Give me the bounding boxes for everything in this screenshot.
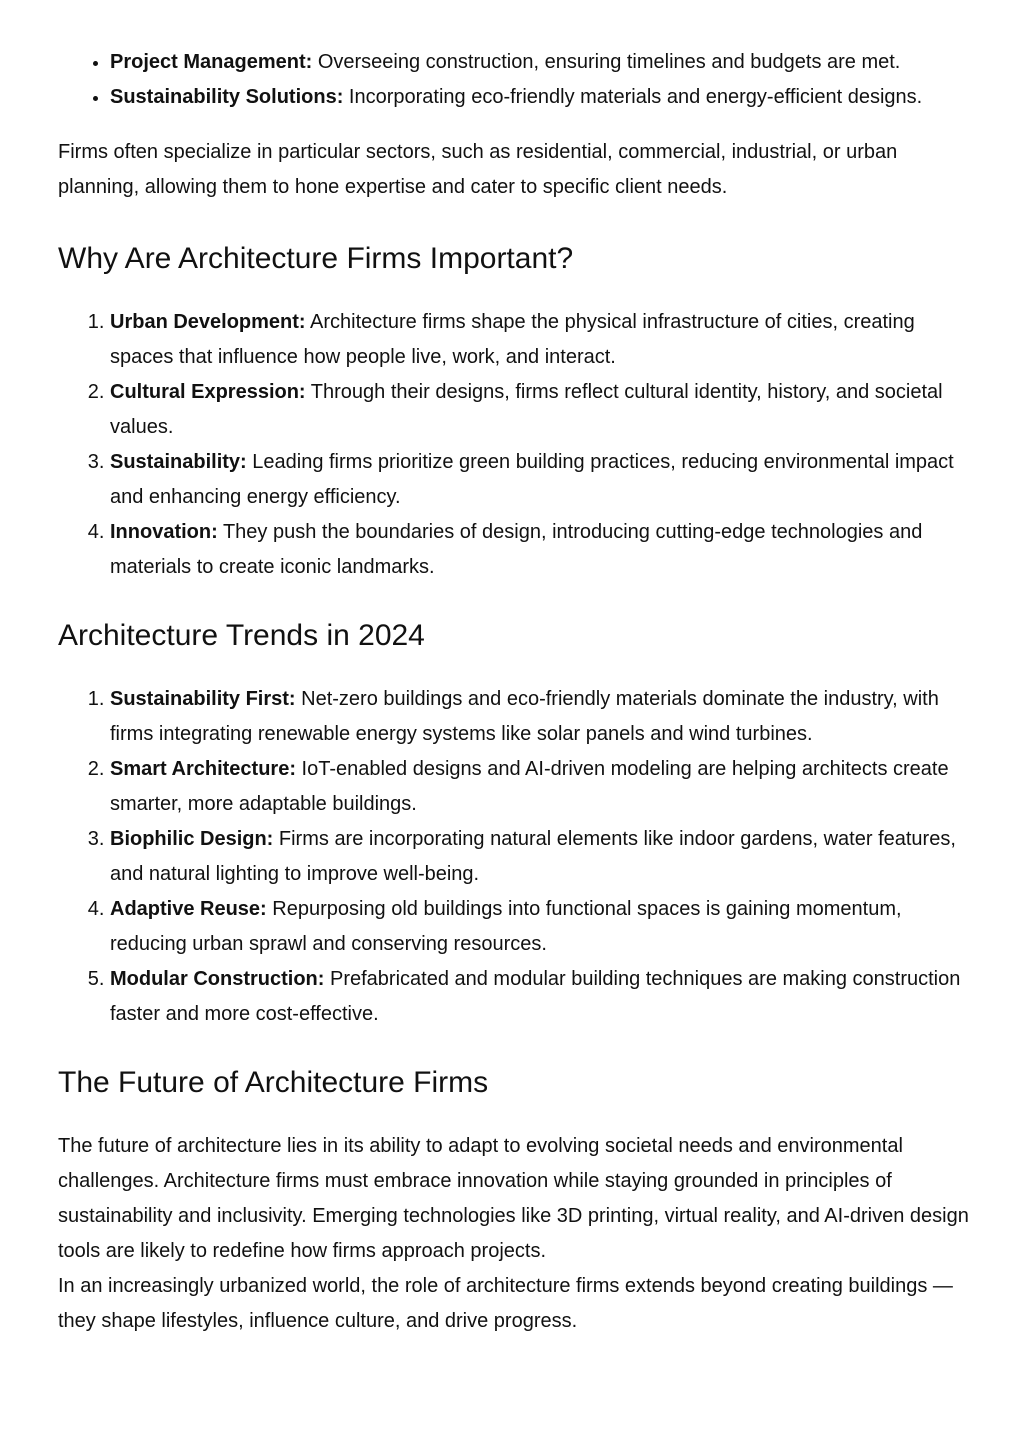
section-heading-trends: Architecture Trends in 2024 xyxy=(58,619,425,652)
list-item xyxy=(110,822,978,892)
list-item xyxy=(110,445,978,515)
why-list xyxy=(58,305,978,585)
list-item-term: Adaptive Reuse: xyxy=(110,898,267,920)
list-item-term: Innovation: xyxy=(110,521,218,543)
list-item-term: Biophilic Design: xyxy=(110,828,274,850)
list-item xyxy=(110,682,978,752)
list-item-term: Modular Construction: xyxy=(110,968,325,990)
list-item xyxy=(110,752,978,822)
article-body xyxy=(58,45,978,1339)
list-item-text: Prefabricated and modular building techniques are making construction faster and more cost-effective. xyxy=(110,968,961,1025)
section-heading-why: Why Are Architecture Firms Important? xyxy=(58,242,574,275)
intro-bullet-list xyxy=(58,45,978,115)
list-item-term: Urban Development: xyxy=(110,311,306,333)
list-item-term: Project Management: xyxy=(110,51,313,73)
list-item-text: Repurposing old buildings into functional spaces is gaining momentum, reducing urban sprawl and conserving resources. xyxy=(110,898,902,955)
list-item xyxy=(110,305,978,375)
list-item-term: Sustainability: xyxy=(110,451,247,473)
list-item-text: Through their designs, firms reflect cultural identity, history, and societal values. xyxy=(110,381,943,438)
list-item-text: Firms are incorporating natural elements like indoor gardens, water features, and natural lighting to improve well-being. xyxy=(110,828,956,885)
list-item-text: Net-zero buildings and eco-friendly materials dominate the industry, with firms integrating renewable energy systems like solar panels and wind turbines. xyxy=(110,688,939,745)
list-item-text: They push the boundaries of design, introducing cutting-edge technologies and materials to create iconic landmarks. xyxy=(110,521,923,578)
list-item xyxy=(110,892,978,962)
list-item xyxy=(110,515,978,585)
list-item-term: Cultural Expression: xyxy=(110,381,306,403)
intro-paragraph: Firms often specialize in particular sectors, such as residential, commercial, industrial, or urban planning, allowing them to hone expertise and cater to specific client needs. xyxy=(58,141,898,198)
trends-list xyxy=(58,682,978,1032)
list-item-text: Incorporating eco-friendly materials and energy-efficient designs. xyxy=(343,86,923,108)
future-paragraph-1: The future of architecture lies in its ability to adapt to evolving societal needs and environmental challenges. Architecture firms must embrace innovation while staying grounded in principles of sustainability and inclusivity. Emerging technologies like 3D printing, virtual reality, and AI-driven design tools are likely to redefine how firms approach projects. xyxy=(58,1135,969,1262)
list-item-text: Architecture firms shape the physical infrastructure of cities, creating spaces that influence how people live, work, and interact. xyxy=(110,311,915,368)
list-item xyxy=(110,80,978,115)
section-heading-future: The Future of Architecture Firms xyxy=(58,1066,489,1099)
list-item-term: Sustainability First: xyxy=(110,688,296,710)
list-item-term: Smart Architecture: xyxy=(110,758,296,780)
list-item xyxy=(110,45,978,80)
list-item-text: IoT-enabled designs and AI-driven modeling are helping architects create smarter, more adaptable buildings. xyxy=(110,758,949,815)
list-item-term: Sustainability Solutions: xyxy=(110,86,344,108)
future-paragraph-2: In an increasingly urbanized world, the role of architecture firms extends beyond creating buildings — they shape lifestyles, influence culture, and drive progress. xyxy=(58,1275,953,1332)
list-item-text: Overseeing construction, ensuring timelines and budgets are met. xyxy=(312,51,901,73)
list-item-text: Leading firms prioritize green building practices, reducing environmental impact and enhancing energy efficiency. xyxy=(110,451,954,508)
list-item xyxy=(110,375,978,445)
list-item xyxy=(110,962,978,1032)
